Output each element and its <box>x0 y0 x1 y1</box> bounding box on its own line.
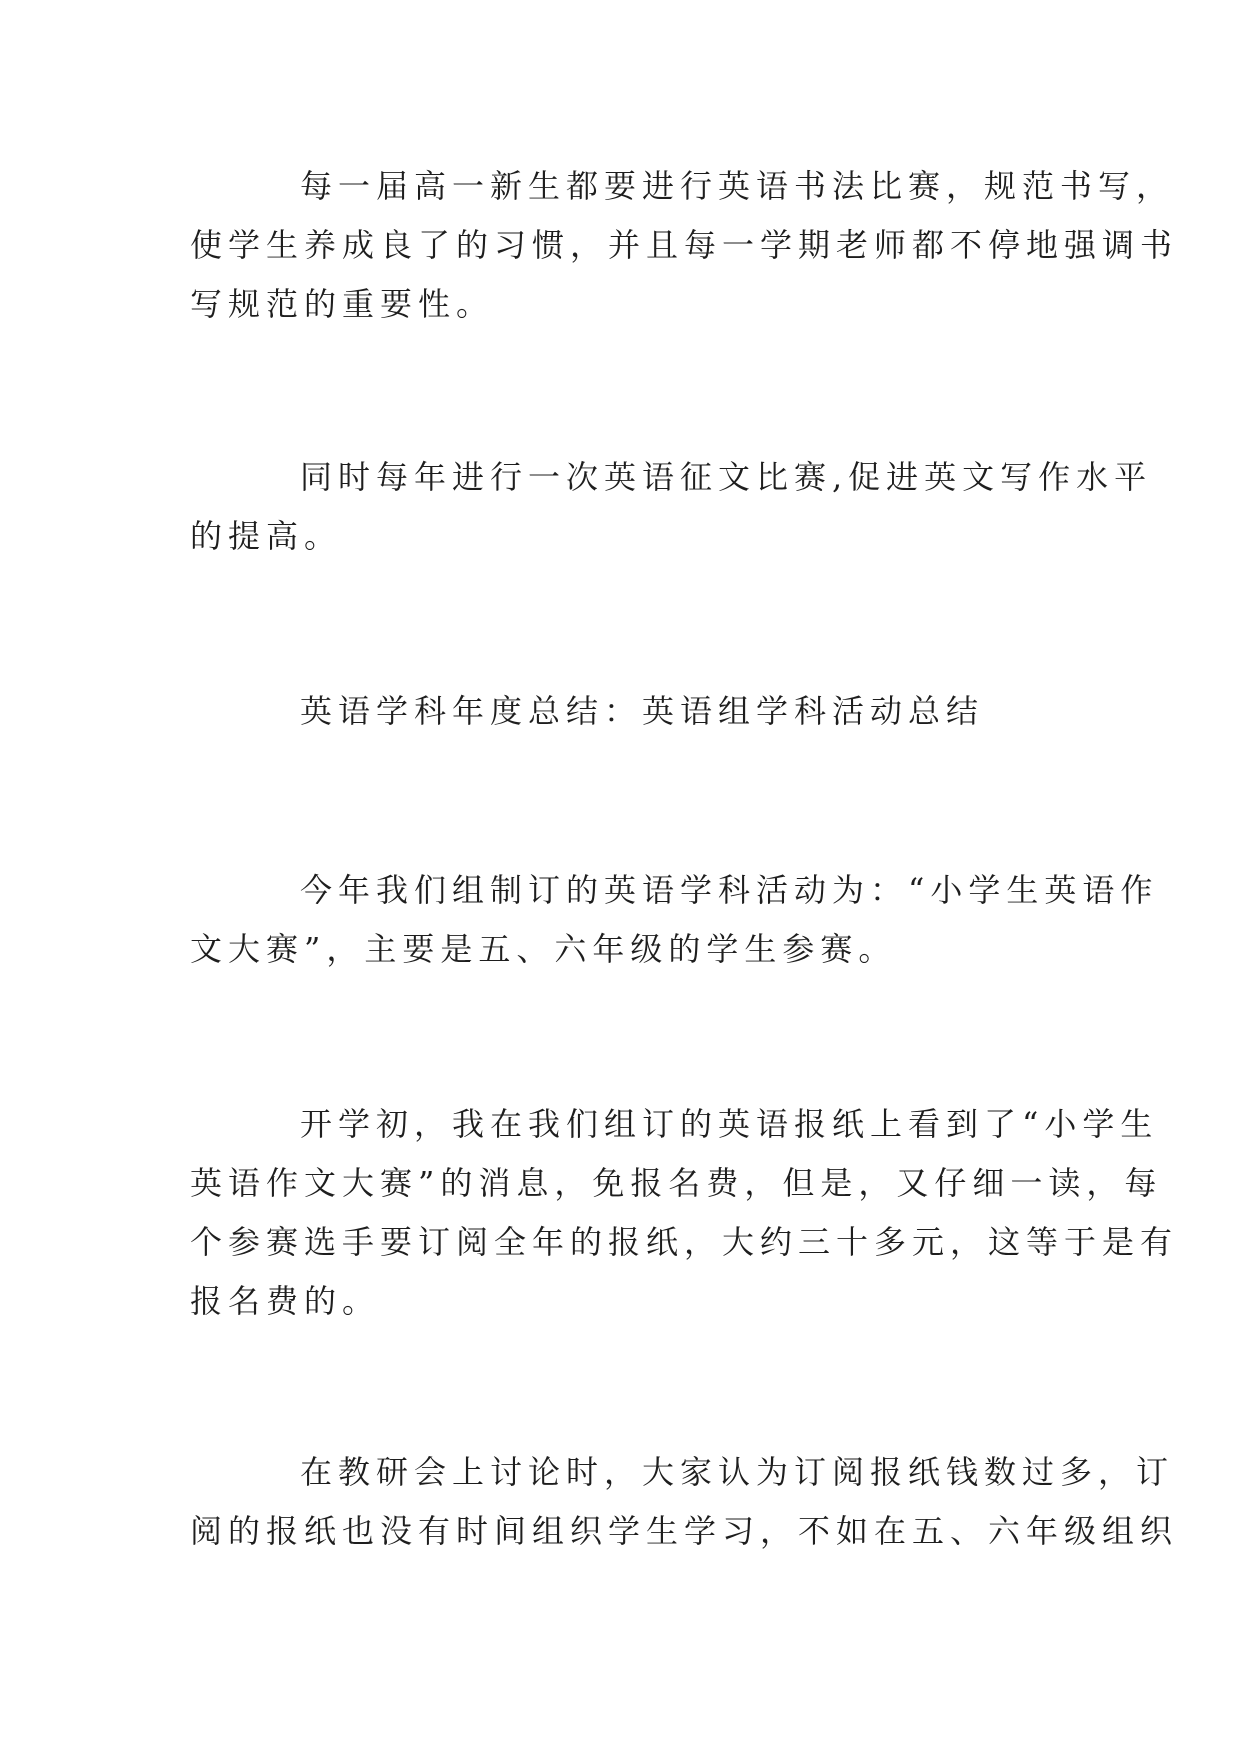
paragraph-line: 在教研会上讨论时，大家认为订阅报纸钱数过多，订 <box>300 1453 1175 1491</box>
heading-line: 英语学科年度总结：英语组学科活动总结 <box>300 692 985 730</box>
section-heading <box>190 682 1070 741</box>
paragraph-calligraphy <box>190 157 1179 334</box>
paragraph-line: 报名费的。 <box>190 1282 381 1320</box>
paragraph-line: 每一届高一新生都要进行英语书法比赛，规范书写， <box>300 167 1175 205</box>
paragraph-line: 文大赛”，主要是五、六年级的学生参赛。 <box>190 930 897 968</box>
paragraph-line: 开学初，我在我们组订的英语报纸上看到了“小学生 <box>300 1105 1159 1143</box>
paragraph-meeting <box>190 1443 1179 1561</box>
paragraph-line: 英语作文大赛”的消息，免报名费，但是，又仔细一读，每 <box>190 1164 1163 1202</box>
paragraph-line: 阅的报纸也没有时间组织学生学习，不如在五、六年级组织 <box>190 1512 1179 1550</box>
paragraph-line: 个参赛选手要订阅全年的报纸，大约三十多元，这等于是有 <box>190 1223 1179 1261</box>
paragraph-line: 使学生养成良了的习惯，并且每一学期老师都不停地强调书 <box>190 226 1179 264</box>
paragraph-line: 的提高。 <box>190 517 343 555</box>
paragraph-line: 今年我们组制订的英语学科活动为：“小学生英语作 <box>300 871 1159 909</box>
paragraph-essay-contest <box>190 448 1153 566</box>
paragraph-activity <box>190 861 1159 979</box>
paragraph-line: 写规范的重要性。 <box>190 285 495 323</box>
paragraph-newspaper <box>190 1095 1179 1331</box>
paragraph-line: 同时每年进行一次英语征文比赛,促进英文写作水平 <box>300 458 1153 496</box>
